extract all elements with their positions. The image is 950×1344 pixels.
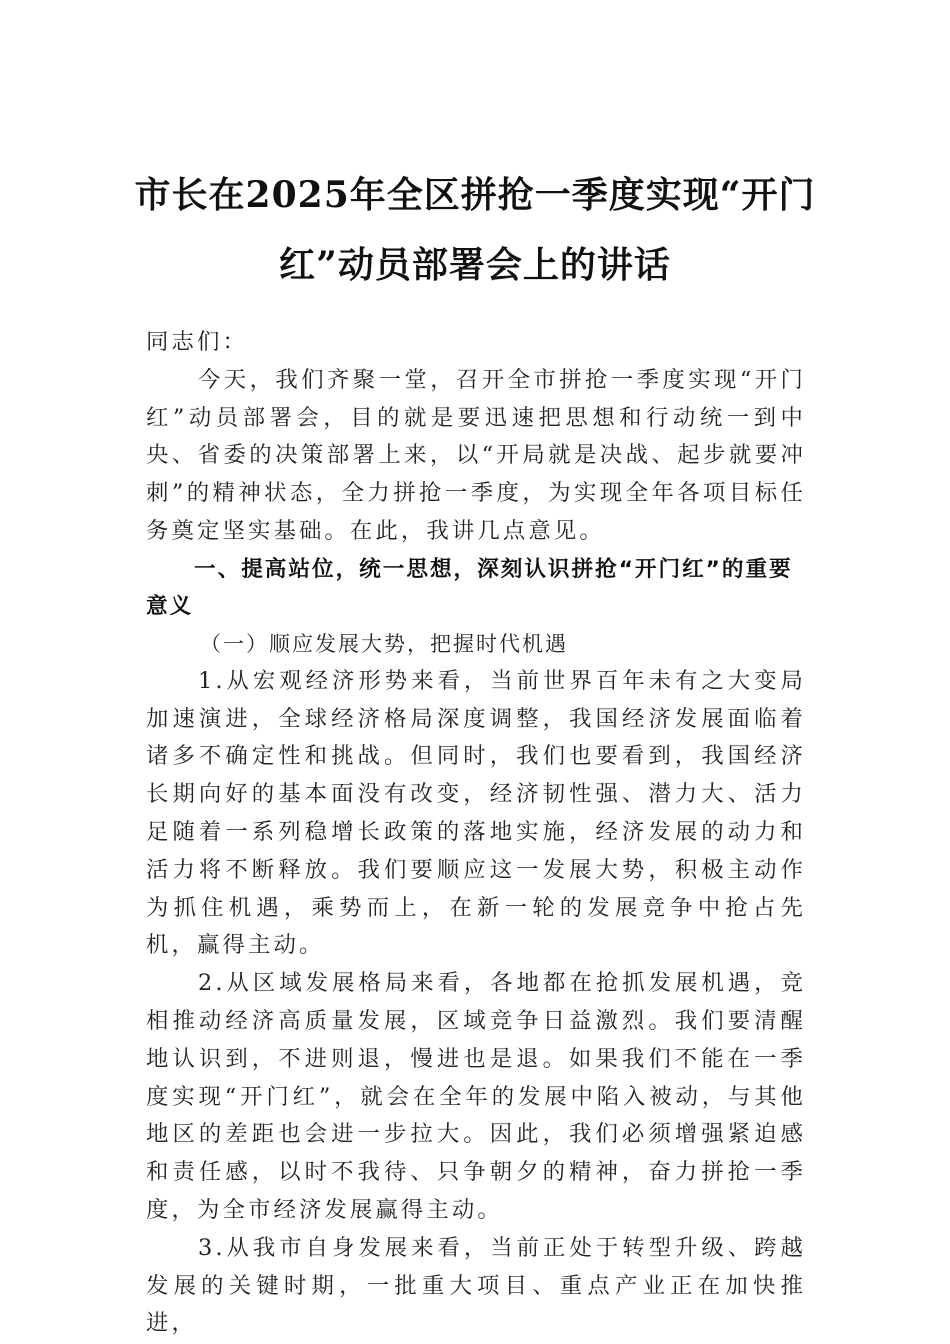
title-line-1: 市长在2025年全区拼抢一季度实现“开门 (134, 174, 816, 216)
subsection-heading-1: （一）顺应发展大势，把握时代机遇 (200, 631, 568, 656)
document-body (146, 324, 806, 1343)
salutation: 同志们： (146, 329, 248, 355)
point-paragraph-3: 3.从我市自身发展来看，当前正处于转型升级、跨越发展的关键时期，一批重大项目、重点产业正在加快推进， (146, 1234, 806, 1337)
title-line-2: 红”动员部署会上的讲话 (279, 244, 671, 286)
point-paragraph-2: 2.从区域发展格局来看，各地都在抢抓发展机遇，竞相推动经济高质量发展，区域竞争日益激烈。我们要清醒地认识到，不进则退，慢进也是退。如果我们不能在一季度实现“开门红”，就会在全年的发展中陷入被动，与其他地区的差距也会进一步拉大。因此，我们必须增强紧迫感和责任感，以时不我待、只争朝夕的精神，奋力拼抢一季度，为全市经济发展赢得主动。 (146, 970, 806, 1223)
point-paragraph-1: 1.从宏观经济形势来看，当前世界百年未有之大变局加速演进，全球经济格局深度调整，我国经济发展面临着诸多不确定性和挑战。但同时，我们也要看到，我国经济长期向好的基本面没有改变，经济韧性强、潜力大、活力足随着一系列稳增长政策的落地实施，经济发展的动力和活力将不断释放。我们要顺应这一发展大势，积极主动作为抓住机遇，乘势而上，在新一轮的发展竞争中抢占先机，赢得主动。 (146, 667, 806, 959)
section-heading-1: 一、提高站位，统一思想，深刻认识拼抢“开门红”的重要意义 (146, 556, 793, 619)
intro-paragraph: 今天，我们齐聚一堂，召开全市拼抢一季度实现“开门红”动员部署会，目的就是要迅速把思想和行动统一到中央、省委的决策部署上来，以“开局就是决战、起步就要冲刺”的精神状态，全力拼抢一季度，为实现全年各项目标任务奠定坚实基础。在此，我讲几点意见。 (146, 366, 806, 544)
document-title (120, 160, 830, 300)
